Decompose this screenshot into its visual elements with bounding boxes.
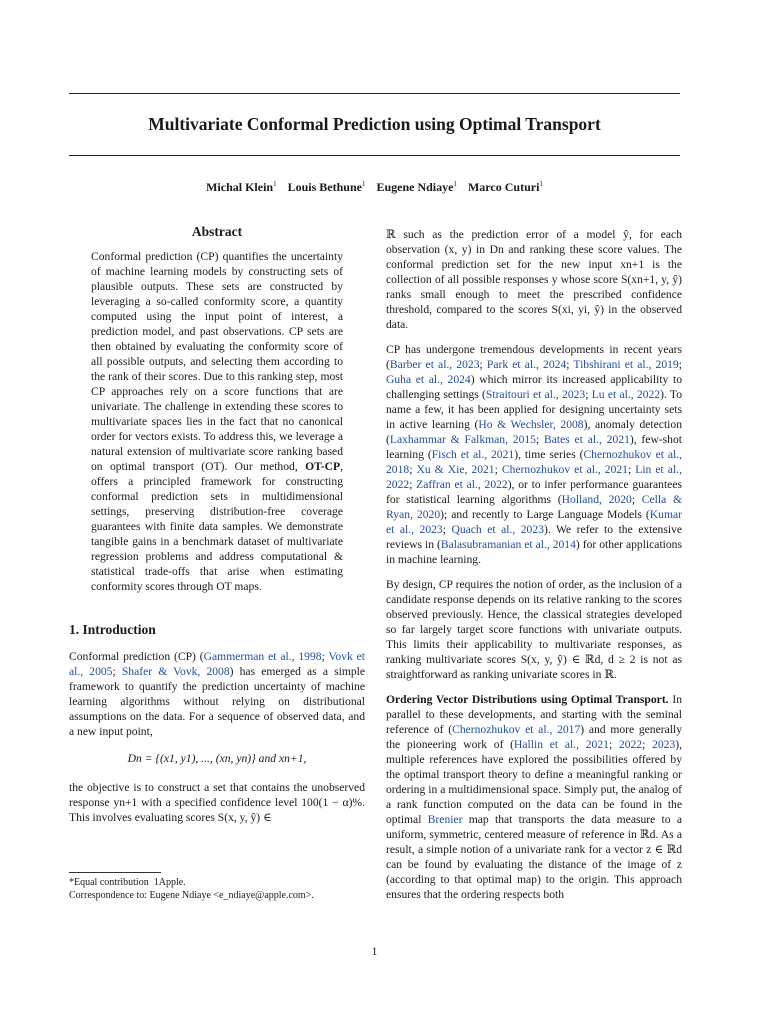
citation-link[interactable]: Barber et al., 2023 (389, 358, 480, 371)
runin-heading: Ordering Vector Distributions using Optimal Transport. (386, 693, 669, 706)
body-paragraph: By design, CP requires the notion of order, as the inclusion of a candidate response depends on its relative ranking to the scores observed previously. Hence, the classical strategies developed so far largely target score functions with univariate outputs. This limits their applicability to multivariate responses, as ranking multivariate scores S(x, y, ŷ) ∈ ℝd, d ≥ 2 is not as straightforward as ranking univariate scores in ℝ. (386, 578, 682, 681)
author: Louis Bethune$^1$ (287, 180, 366, 194)
citation-link[interactable]: Balasubramanian et al., 2014 (440, 538, 576, 551)
citation-link[interactable]: Brenier (427, 813, 463, 826)
citation-link[interactable]: Holland, 2020 (561, 493, 632, 506)
author-list (69, 180, 680, 195)
footnotes (69, 872, 365, 902)
body-paragraph: CP has undergone tremendous developments in recent years (Barber et al., 2023; Park et al., 2024; Tibshirani et al., 2019; Guha et al., 2024) which mirror its increased applicability to challenging settings (Straitouri et al., 2023; Lu et al., 2022). To name a few, it has been applied for designing uncertainty sets in active learning (Ho & Wechsler, 2008), anomaly detection (Laxhammar & Falkman, 2015; Bates et al., 2021), few-shot learning (Fisch et al., 2021), time series (Chernozhukov et al., 2018; Xu & Xie, 2021; Chernozhukov et al., 2021; Lin et al., 2022; Zaffran et al., 2022), or to infer performance guarantees for statistical learning algorithms (Holland, 2020; Cella & Ryan, 2020); and recently to Large Language Models (Kumar et al., 2023; Quach et al., 2023). We refer to the extensive reviews in (Balasubramanian et al., 2014) for other applications in machine learning. (386, 343, 683, 566)
citation-link[interactable]: Guha et al., 2024 (386, 373, 471, 386)
citation-link[interactable]: Tibshirani et al., 2019 (573, 358, 679, 371)
abstract-heading: Abstract (191, 224, 243, 239)
citation-link[interactable]: Fisch et al., 2021 (431, 448, 515, 461)
left-column (69, 224, 365, 835)
citation-link[interactable]: 2022 (618, 738, 643, 751)
citation-link[interactable]: Vovk et al., 2005 (69, 650, 365, 678)
citation-link[interactable]: Gammerman et al., 1998 (203, 650, 322, 663)
citation-link[interactable]: Laxhammar & Falkman, 2015 (389, 433, 536, 446)
citation-link[interactable]: Chernozhukov et al., 2021 (501, 463, 628, 476)
citation-link[interactable]: Hallin et al., 2021 (514, 738, 609, 751)
top-rule (69, 93, 680, 94)
citation-link[interactable]: Lin et al., 2022 (386, 463, 682, 491)
author: Eugene Ndiaye$^1$ (376, 180, 457, 194)
citation-link[interactable]: Cella & Ryan, 2020 (386, 493, 682, 521)
citation-link[interactable]: Shafer & Vovk, 2008 (121, 665, 230, 678)
method-name: OT-CP (305, 460, 341, 473)
abstract-text: Conformal prediction (CP) quantifies the uncertainty of machine learning models by constructing sets of plausible outputs. These sets are constructed by leveraging a so-called conformity score, a quantity computed using the input point of interest, a prediction model, and past observations. CP sets are then obtained by evaluating the conformity score of all possible outputs, and selecting them according to the rank of their scores. Due to this ranking step, most CP approaches rely on a score functions that are univariate. The challenge in extending these scores to multivariate spaces lies in the fact that no canonical order for vectors exists. To address this, we leverage a natural extension of multivariate score ranking based on optimal transport (OT). Our method, OT-CP, offers a principled framework for constructing conformal prediction sets in multidimensional settings, preserving distribution-free coverage guarantees with finite data samples. We demonstrate tangible gains in a benchmark dataset of multivariate regression problems and address computational & statistical trade-offs that arise when estimating conformity scores through OT maps. (91, 250, 343, 593)
title-rule (69, 155, 680, 156)
author: Marco Cuturi$^1$ (467, 180, 543, 194)
footnote-correspondence: Correspondence to: Eugene Ndiaye <e_ndiaye@apple.com>. (69, 890, 314, 901)
citation-link[interactable]: Kumar et al., 2023 (386, 508, 682, 536)
citation-link[interactable]: Straitouri et al., 2023 (485, 388, 586, 401)
footnote-rule (69, 872, 161, 873)
right-column (386, 227, 682, 912)
intro-heading: 1. Introduction (69, 622, 156, 637)
citation-link[interactable]: Xu & Xie, 2021 (416, 463, 495, 476)
citation-link[interactable]: Park et al., 2024 (486, 358, 567, 371)
citation-link[interactable]: Ho & Wechsler, 2008 (478, 418, 584, 431)
author: Michal Klein$^1$ (206, 180, 277, 194)
citation-link[interactable]: Lu et al., 2022 (591, 388, 661, 401)
citation-link[interactable]: Zaffran et al., 2022 (416, 478, 508, 491)
paper-title: Multivariate Conformal Prediction using Optimal Transport (148, 114, 601, 134)
citation-link[interactable]: Chernozhukov et al., 2017 (452, 723, 581, 736)
body-paragraph: ℝ such as the prediction error of a model ŷ, for each observation (x, y) in Dn and ranking these score values. The conformal prediction set for the new input xn+1 is the collection of all possible responses y whose score S(xn+1, y, ŷ) ranks small enough to meet the prescribed confidence threshold, compared to the scores S(xi, yi, ŷ) in the observed data. (386, 228, 682, 331)
footnote-affiliation: *Equal contribution 1Apple. (69, 877, 186, 888)
page-number: 1 (371, 946, 378, 958)
intro-paragraph: Conformal prediction (CP) (Gammerman et al., 1998; Vovk et al., 2005; Shafer & Vovk, 2008) has emerged as a simple framework to quantify the prediction uncertainty of machine learning algorithms without relying on distributional assumptions on the data. For a sequence of observed data, and a new input point, (69, 650, 365, 738)
intro-paragraph: the objective is to construct a set that contains the unobserved response yn+1 with a specified confidence level 100(1 − α)%. This involves evaluating scores S(x, y, ŷ) ∈ (69, 781, 365, 824)
citation-link[interactable]: 2023 (652, 738, 676, 751)
body-paragraph: Ordering Vector Distributions using Optimal Transport. In parallel to these developments, and starting with the seminal reference of (Chernozhukov et al., 2017) and more generally the pioneering work of (Hallin et al., 2021; 2022; 2023), multiple references have explored the possibilities offered by the optimal transport theory to define a meaningful ranking or ordering in a multidimensional space. Simply put, the analog of a rank function computed on the data can be found in the optimal Brenier map that transports the data measure to a uniform, symmetric, centered measure of reference in ℝd. As a result, a simple notion of a univariate rank for a vector z ∈ ℝd can be found by evaluating the distance of the image of z (according to that optimal map) to the origin. This approach ensures that the ordering respects both (386, 693, 683, 901)
citation-link[interactable]: Bates et al., 2021 (544, 433, 630, 446)
equation: Dn = {(x1, y1), ..., (xn, yn)} and xn+1, (127, 752, 307, 765)
citation-link[interactable]: Chernozhukov et al., 2018 (386, 448, 682, 476)
citation-link[interactable]: Quach et al., 2023 (451, 523, 544, 536)
